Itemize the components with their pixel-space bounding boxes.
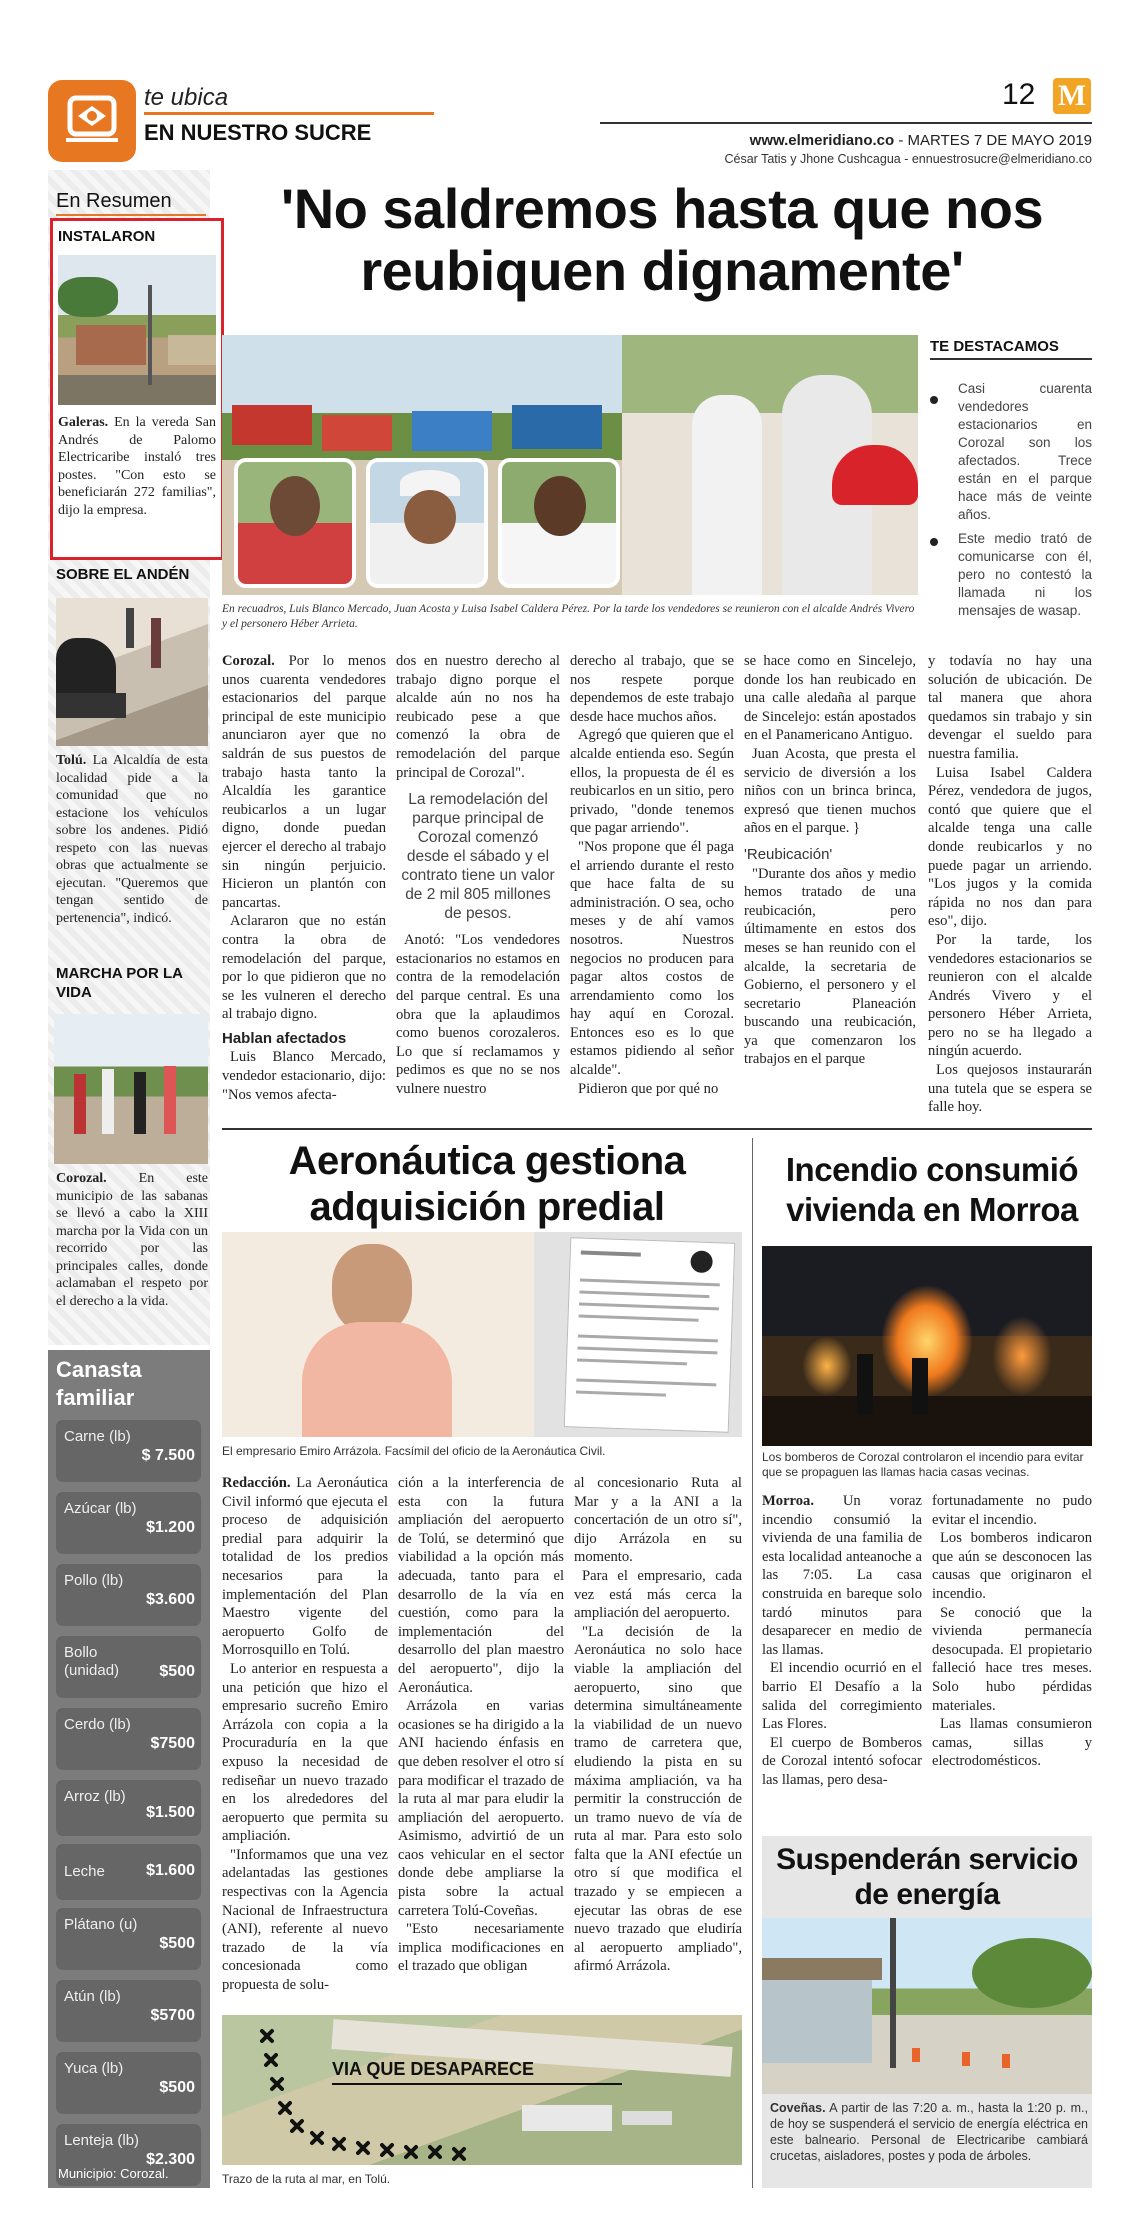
destacamos-bullet-1: Casi cuarenta vendedores estacionarios en Corozal son los afectados. Trece están en el parque hace más de veinte años.: [958, 381, 1092, 522]
emiro-figure: [332, 1244, 412, 1334]
sidebar-item2-heading: SOBRE EL ANDÉN: [56, 566, 190, 583]
main-col-3: derecho al trabajo, que se nos respete porque dependemos de este trabajo desde hace muchos años. Agregó que quieren que el alcalde entienda eso. Según ellos, la propuesta de él es reubicarlos en un sitio, pero privado, "donde tenemos que pagar arriendo". "Nos propone que él paga el arriendo durante el resto que hace falta de su administración. O sea, ocho meses y de ahí vamos nosotros. Nuestros negocios no producen para pagar altos costos de arrendamiento como los hay aquí en Corozal. Entonces eso es lo que estamos pidiendo al señor alcalde". Pidieron que por qué no: [570, 653, 734, 1097]
main-col-1: Corozal. Por lo menos unos cuarenta vendedores estacionarios del parque principal de este municipio anunciaron ayer que no saldrán de sus puestos de trabajo hasta tanto la Alcaldía les garantice reubicarlos a un lugar digno, donde puedan ejercer el derecho al trabajo sin ningún perjuicio. Hicieron un plantón con pancartas. Aclararon que no están contra la obra de remodelación del parque, por lo que pidieron que no se les vulneren el derecho al trabajo digno. Hablan afectados Luis Blanco Mercado, vendedor estacionario, dijo: "Nos vemos afecta-: [222, 653, 386, 1103]
route-map: [222, 2015, 742, 2165]
basket-item-price: $500: [159, 2079, 195, 2096]
aero-col-2: ción a la interferencia de esta con la futura ampliación del aeropuerto de Tolú, se determinó que viabilidad a la opción más adecuada, tanto para el desarrollo de la vía en cuestión, como para la implementación del desarrollo del plan maestro del aeropuerto", dijo la Aeronáutica. Arrázola en varias ocasiones se ha dirigido a la ANI haciendo énfasis en que deben resolver el otro sí para modificar el trazado de la ruta al mar para eludir la ampliación del aeropuerto. Asimismo, advirtió de un caos vehicular en el sector donde debe ampliarse la pista sobre la actual carretera Tolú-Coveñas. "Esto necesariamente implica modificaciones en el trazado que obligan: [398, 1475, 564, 1975]
basket-list: [56, 1420, 201, 2168]
brand-letter: M: [1057, 79, 1087, 112]
route-map-label: VIA QUE DESAPARECE: [332, 2059, 535, 2079]
route-x-markers: [222, 2015, 742, 2165]
header-top-rule: [600, 122, 1092, 124]
basket-item: [56, 1708, 201, 1770]
page-number: 12: [1002, 78, 1036, 111]
bullet-dot-1: [930, 396, 938, 404]
main-headline: 'No saldremos hasta que nos reubiquen dignamente': [280, 177, 1044, 302]
basket-item-price: $ 7.500: [141, 1447, 195, 1464]
header-orange-rule: [144, 112, 434, 115]
basket-item-label: Yuca (lb): [64, 2060, 124, 2077]
aero-headline: Aeronáutica gestiona adquisición predial: [288, 1139, 686, 1229]
basket-item: [56, 1420, 201, 1482]
sidebar-title: En Resumen: [56, 190, 172, 212]
sub-reubicacion: 'Reubicación': [744, 845, 833, 863]
main-col-4: se hace como en Sincelejo, donde los han reubicado en una calle aledaña al parque de Sincelejo: están apostados en el Panamericano Antiguo. Juan Acosta, que presta el servicio de diversión a los niños con un brinca brinca, expresó que tienen muchos años en el parque. } 'Reubicación' "Durante dos años y medio hemos tratado de una reubicación, pero últimamente en estos dos meses se han reunido con el alcalde, la secretaria de Gobierno, el personero y el secretario Planeación buscando una reubicación, ya que comenzaron los trabajos en el parque: [744, 653, 916, 1068]
basket-item-price: $500: [159, 1935, 195, 1952]
dateline: [750, 132, 1092, 149]
fire-photo-caption: Los bomberos de Corozal controlaron el incendio para evitar que se propaguen las llamas hacia casas vecinas.: [762, 1450, 1084, 1479]
sidebar-item2-text: Tolú. La Alcaldía de esta localidad pide a la comunidad que no estacione los vehículos sobre los andenes. Pidió respeto con las nuevas obras que actualmente se ejecutan. "Queremos que tengan sentido de pertenencia", indicó.: [56, 753, 208, 926]
basket-item: [56, 1492, 201, 1554]
destacamos-rule: [930, 358, 1092, 360]
basket-item-price: $500: [159, 1663, 195, 1680]
facsimile-document: [564, 1237, 736, 1433]
authors-line: César Tatis y Jhone Cushcagua - ennuestrosucre@elmeridiano.co: [724, 152, 1092, 166]
section-name: EN NUESTRO SUCRE: [144, 120, 372, 145]
section-logo: [48, 80, 136, 162]
route-map-caption: Trazo de la ruta al mar, en Tolú.: [222, 2172, 391, 2186]
section-tagline: te ubica: [144, 84, 229, 111]
bullet-dot-2: [930, 538, 938, 546]
power-photo: [762, 1918, 1092, 2094]
inset-photo-luis-blanco: [234, 458, 356, 588]
inset-photo-juan-acosta: [366, 458, 488, 588]
sidebar-item2-photo: [56, 598, 208, 746]
website-link[interactable]: www.elmeridiano.co: [749, 132, 895, 149]
map-pin-icon: [48, 80, 136, 162]
basket-item-label: Carne (lb): [64, 1428, 131, 1445]
sidebar-item3-text: Corozal. En este municipio de las sabanas se llevó a cabo la XIII marcha por la Vida con un recorrido por las principales calles, donde aclamaban el respeto por el derecho a la vida.: [56, 1171, 208, 1309]
fire-col-2: fortunadamente no pudo evitar el incendio. Los bomberos indicaron que aún se desconocen las causas que originaron el incendio. Se conoció que la vivienda permanecía desocupada. El propietario falleció hace tres meses. Solo hubo pérdidas materiales. Las llamas consumieron camas, sillas y electrodomésticos.: [932, 1493, 1092, 1770]
pull-quote: La remodelación del parque principal de Corozal comenzó desde el sábado y el contrato tiene un valor de 2 mil 805 millones de pesos.: [401, 791, 555, 923]
basket-item-price: $2.300: [146, 2151, 195, 2168]
sidebar-title-rule: [56, 214, 206, 216]
sidebar-item1-photo: [58, 255, 216, 405]
basket-item-label: Plátano (u): [64, 1916, 138, 1933]
sub-hablan-afectados: Hablan afectados: [222, 1029, 347, 1047]
basket-item-label: Leche: [64, 1863, 105, 1880]
basket-item: [56, 1980, 201, 2042]
power-headline: Suspenderán servicio de energía: [776, 1843, 1078, 1911]
aero-photo-caption: El empresario Emiro Arrázola. Facsímil del oficio de la Aeronáutica Civil.: [222, 1444, 606, 1458]
basket-item: [56, 1908, 201, 1970]
basket-item-label: Lenteja (lb): [64, 2132, 140, 2149]
basket-item-price: $1.600: [146, 1862, 195, 1879]
destacamos-title: TE DESTACAMOS: [930, 338, 1059, 355]
vertical-divider: [752, 1138, 753, 2188]
date-text: - MARTES 7 DE MAYO 2019: [894, 132, 1092, 149]
basket-item-label: Pollo (lb): [64, 1572, 124, 1589]
basket-item-label: Atún (lb): [64, 1988, 121, 2005]
fire-photo: [762, 1246, 1092, 1446]
basket-item-label: Azúcar (lb): [64, 1500, 137, 1517]
sidebar-item3-heading: MARCHA POR LA VIDA: [56, 965, 183, 1001]
basket-item-price: $7500: [150, 1735, 195, 1752]
sidebar-item1-text: Galeras. En la vereda San Andrés de Palomo Electricaribe instaló tres postes. "Con esto se beneficiarán 272 familias", dijo la empresa.: [58, 415, 216, 518]
main-photo-caption: En recuadros, Luis Blanco Mercado, Juan Acosta y Luisa Isabel Caldera Pérez. Por la tarde los vendedores se reunieron con el alcalde Andrés Vivero y el personero Héber Arrieta.: [222, 603, 915, 630]
basket-item-label: Cerdo (lb): [64, 1716, 131, 1733]
basket-item-price: $3.600: [146, 1591, 195, 1608]
basket-item: [56, 2052, 201, 2114]
fire-col-1: Morroa. Un voraz incendio consumió la vivienda de una familia de esta localidad anteanoche a las 7:05. La casa construida en bareque solo tardó minutos para desaparecer en medio de las llamas. El incendio ocurrió en el barrio El Desafío a la salida del corregimiento Las Flores. El cuerpo de Bomberos de Corozal intentó sofocar las llamas, pero desa-: [762, 1493, 922, 1788]
aero-col-3: al concesionario Ruta al Mar y a la ANI a la concertación de un otro sí", dijo Arrázola en su momento. Para el empresario, cada vez está más cerca la ampliación del aeropuerto. "La decisión de la Aeronáutica no solo hace viable la ampliación del aeropuerto, sino que determina simultáneamente la viabilidad de un nuevo tramo de carretera que, eludiendo la pista en su máxima ampliación, va ha permitir la construcción de un tramo nuevo de vía de ruta al mar. Para esto solo falta que la ANI efectúe un otro sí que modifica el trazado y se empiecen a ejecutar las obras de ese nuevo trazado que eludiría al aeropuerto ampliado", afirmó Arrázola.: [574, 1475, 742, 1975]
basket-item-label: Bollo (unidad): [64, 1644, 120, 1679]
destacamos-bullet-2: Este medio trató de comunicarse con él, pero no contestó la llamada ni los mensajes de wasap.: [958, 531, 1092, 618]
basket-item: [56, 1780, 201, 1836]
brand-logo: [1053, 78, 1091, 114]
inset-photo-luisa-caldera: [498, 458, 620, 588]
main-col-2: dos en nuestro derecho al trabajo digno porque el alcalde aún no nos ha reubicado pese a que comenzó la obra de remodelación del parque principal de Corozal". La remodelación del parque principal de Corozal comenzó desde el sábado y el contrato tiene un valor de 2 mil 805 millones de pesos. Anotó: "Los vendedores estacionarios no estamos en contra de la remodelación del parque central. Es una obra que la aplaudimos como buenos corozaleros. Lo que sí reclamamos y pedimos es que no se nos vulnere nuestro: [396, 653, 560, 1097]
basket-item-price: $1.200: [146, 1519, 195, 1536]
basket-item-price: $1.500: [146, 1804, 195, 1821]
basket-item: [56, 1564, 201, 1626]
sidebar-item3-photo: [54, 1014, 208, 1164]
basket-footer: Municipio: Corozal.: [58, 2166, 169, 2181]
basket-item: [56, 1636, 201, 1698]
main-col-5: y todavía no hay una solución de ubicación. De tal manera que ahora quedamos sin trabajo y sin devengar el sueldo para nuestra familia. Luisa Isabel Caldera Pérez, vendedora de jugos, contó que quiere que el alcalde tenga una calle donde reubicarlos y no puede pagar un arriendo. "Los jugos y la comida rápida no nos dan para eso", dijo. Por la tarde, los vendedores estacionarios se reunieron con el alcalde Andrés Vivero y el personero Héber Arrieta, pero no se ha llegado a ningún acuerdo. Los quejosos instaurarán una tutela que se espera se falle hoy.: [928, 653, 1092, 1116]
power-text: Coveñas. A partir de las 7:20 a. m., hasta la 1:20 p. m., de hoy se suspenderá el servicio de energía eléctrica en este balneario. Personal de Electricaribe cambiará crucetas, aisladores, postes y poda de árboles.: [770, 2101, 1088, 2163]
basket-title: Canasta familiar: [56, 1357, 142, 1410]
fire-headline: Incendio consumió vivienda en Morroa: [785, 1151, 1079, 1228]
basket-item-price: $5700: [150, 2007, 195, 2024]
aero-col-1: Redacción. La Aeronáutica Civil informó que ejecuta el proceso de adquisición predial para adquirir la totalidad de los predios necesarios para la implementación del Plan Maestro vigente del aeropuerto Golfo de Morrosquillo en Tolú. Lo anterior en respuesta a una petición que hizo el empresario sucreño Emiro Arrázola con copia a la Procuraduría en la que expuso la necesidad de rediseñar un nuevo trazado en los alrededores del aeropuerto que permita su ampliación. "Informamos que una vez adelantadas las gestiones respectivas con la Agencia Nacional de Infraestructura (ANI), referente al nuevo trazado de la vía concesionada como propuesta de solu-: [222, 1475, 388, 1994]
aero-photo: [222, 1232, 742, 1437]
basket-item: [56, 1844, 201, 1900]
sidebar-item1-heading: INSTALARON: [58, 228, 156, 245]
section-divider: [222, 1128, 1092, 1130]
basket-item-label: Arroz (lb): [64, 1788, 126, 1805]
